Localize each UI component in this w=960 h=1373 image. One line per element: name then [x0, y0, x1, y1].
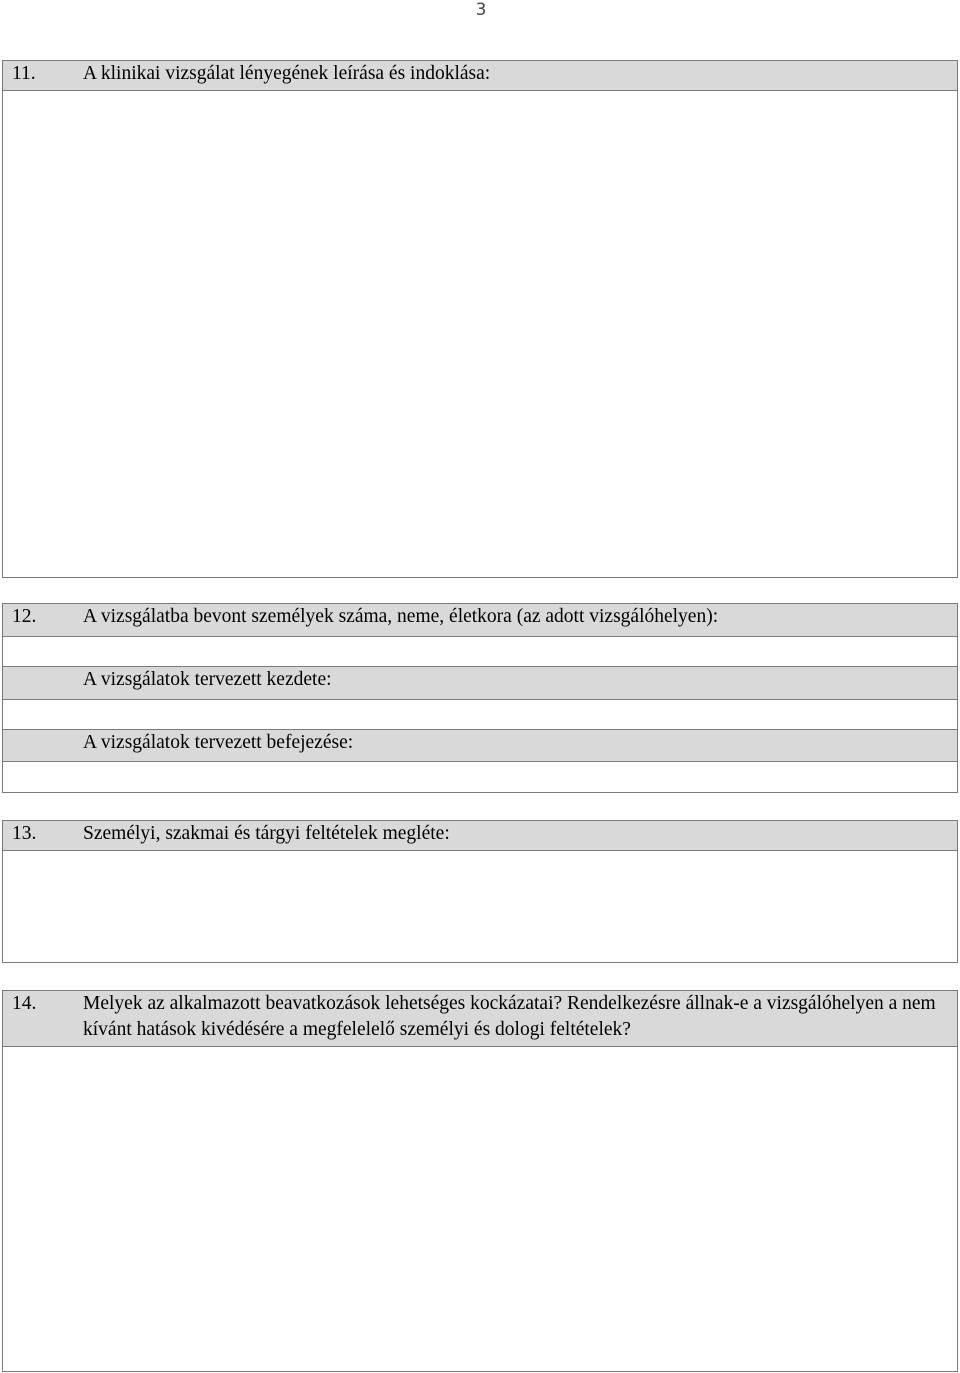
start-date-label: A vizsgálatok tervezett kezdete:: [83, 669, 332, 690]
section-14: [2, 990, 958, 1372]
end-date-field[interactable]: [3, 762, 957, 792]
page-number: 3: [475, 0, 487, 20]
section-11-answer-field[interactable]: [3, 91, 957, 577]
section-13: [2, 820, 958, 963]
start-date-field[interactable]: [3, 700, 957, 730]
section-14-title: Melyek az alkalmazott beavatkozások lehetséges kockázatai? Rendelkezésre állnak-e a vizsgálóhelyen a nem kívánt hatások kivédésére a megfelelelő személyi és dologi feltételek?: [83, 993, 936, 1040]
section-11: [2, 60, 958, 578]
section-13-number: 13.: [12, 823, 37, 844]
section-13-header: [3, 821, 957, 851]
start-date-header: [3, 667, 957, 700]
section-14-answer-field[interactable]: [3, 1047, 957, 1371]
section-14-header: [3, 991, 957, 1047]
section-11-number: 11.: [12, 63, 36, 84]
section-12-subjects-field[interactable]: [3, 637, 957, 667]
section-14-number: 14.: [12, 993, 37, 1014]
section-12-title: A vizsgálatba bevont személyek száma, neme, életkora (az adott vizsgálóhelyen):: [83, 606, 719, 627]
section-13-answer-field[interactable]: [3, 851, 957, 962]
section-11-header: [3, 61, 957, 91]
end-date-label: A vizsgálatok tervezett befejezése:: [83, 732, 354, 753]
section-12-header: [3, 604, 957, 637]
section-12-number: 12.: [12, 606, 37, 627]
section-13-title: Személyi, szakmai és tárgyi feltételek megléte:: [83, 823, 450, 844]
section-11-title: A klinikai vizsgálat lényegének leírása és indoklása:: [83, 63, 491, 84]
section-12: [2, 603, 958, 793]
end-date-header: [3, 730, 957, 762]
